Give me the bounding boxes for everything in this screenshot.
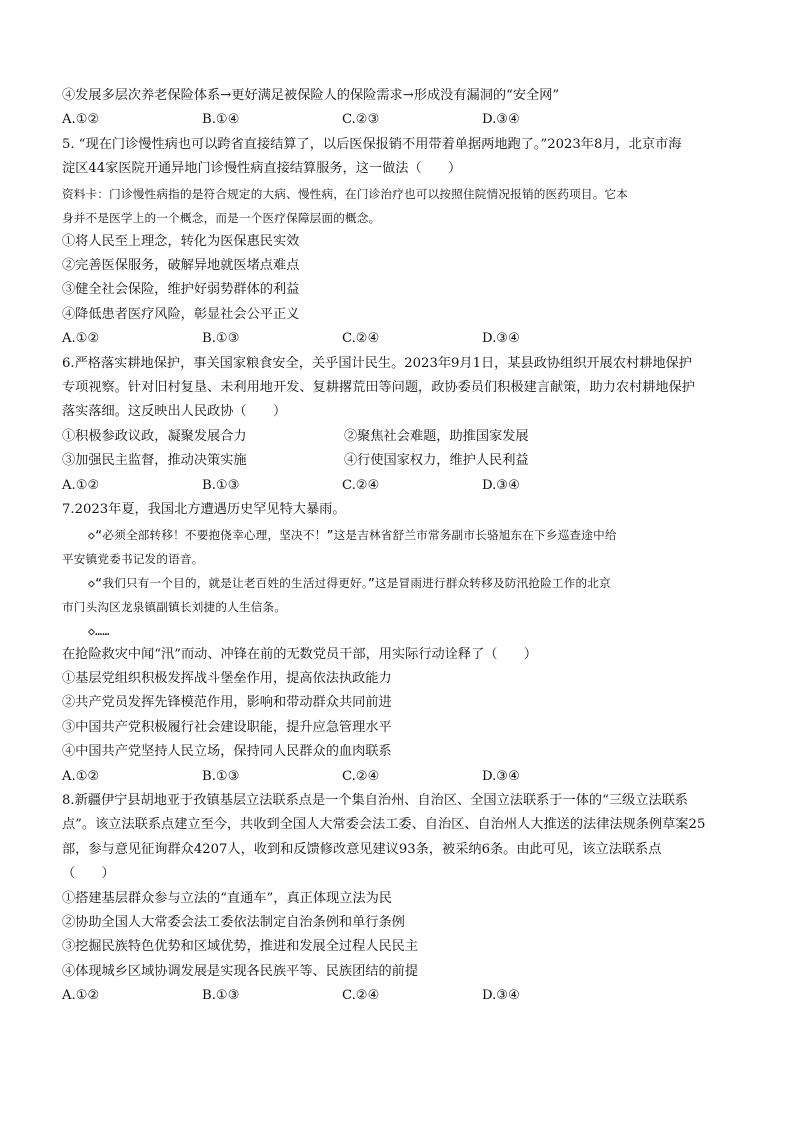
- q6-options: [62, 474, 734, 498]
- option-d[interactable]: D.③④: [482, 768, 520, 784]
- q8-item-2: ②协助全国人大常委会法工委依法制定自治条例和单行条例: [62, 914, 405, 930]
- option-d[interactable]: D.③④: [482, 331, 520, 347]
- q4-options: [62, 108, 734, 132]
- q7-options: [62, 765, 734, 789]
- q5-options: [62, 327, 734, 351]
- option-a[interactable]: A.①②: [62, 988, 100, 1004]
- q8-options: [62, 984, 734, 1008]
- q5-item-2: ②完善医保服务，破解异地就医堵点难点: [62, 258, 300, 274]
- q7-quote-2-line-2: 市门头沟区龙泉镇副镇长刘捷的人生信条。: [62, 599, 287, 614]
- q7-item-2: ②共产党员发挥先锋模范作用，影响和带动群众共同前进: [62, 695, 392, 711]
- q8-stem-line-2: 点”。该立法联系点建立至今，共收到全国人大常委会法工委、自治区、自治州人大推送的法律法规条例草案25: [62, 817, 706, 833]
- option-c[interactable]: C.②④: [342, 477, 380, 493]
- q5-material-line-1: 资料卡：门诊慢性病指的是符合规定的大病、慢性病，在门诊治疗也可以按照住院情况报销的医药项目。它本: [62, 186, 629, 201]
- q7-item-1: ①基层党组织积极发挥战斗堡垒作用，提高依法执政能力: [62, 670, 392, 686]
- q6-items-row-1: [62, 425, 734, 449]
- q7-item-4: ④中国共产党坚持人民立场，保持同人民群众的血肉联系: [62, 744, 392, 760]
- q5-item-3: ③健全社会保险，维护好弱势群体的利益: [62, 282, 300, 298]
- option-a[interactable]: A.①②: [62, 112, 100, 128]
- q6-item-1: ①积极参政议政，凝聚发展合力: [62, 428, 247, 444]
- option-a[interactable]: A.①②: [62, 331, 100, 347]
- q6-items-row-2: [62, 449, 734, 473]
- q8-stem-line-4: （ ）: [62, 866, 115, 882]
- q6-item-4: ④行使国家权力，维护人民利益: [344, 453, 529, 469]
- option-d[interactable]: D.③④: [482, 988, 520, 1004]
- exam-page: [62, 84, 734, 1009]
- option-c[interactable]: C.②④: [342, 331, 380, 347]
- option-b[interactable]: B.①③: [202, 331, 240, 347]
- q6-stem-line-2: 专项视察。针对旧村复垦、未利用地开发、复耕撂荒田等问题，政协委员们积极建言献策，助力农村耕地保护: [62, 380, 695, 396]
- q7-stem: 7.2023年夏，我国北方遭遇历史罕见特大暴雨。: [62, 502, 346, 518]
- q7-quote-1-line-2: 平安镇党委书记发的语音。: [62, 551, 204, 566]
- option-a[interactable]: A.①②: [62, 768, 100, 784]
- q7-item-3: ③中国共产党积极履行社会建设职能，提升应急管理水平: [62, 719, 392, 735]
- option-c[interactable]: C.②④: [342, 768, 380, 784]
- option-b[interactable]: B.①③: [202, 988, 240, 1004]
- q5-stem-line-2: 淀区44家医院开通异地门诊慢性病直接结算服务，这一做法（ ）: [62, 161, 462, 177]
- q6-item-2: ②聚焦社会难题，助推国家发展: [344, 428, 529, 444]
- option-b[interactable]: B.①④: [202, 112, 240, 128]
- option-c[interactable]: C.②④: [342, 988, 380, 1004]
- q5-item-4: ④降低患者医疗风险，彰显社会公平正义: [62, 306, 300, 322]
- option-b[interactable]: B.①③: [202, 768, 240, 784]
- q4-item-4: ④发展多层次养老保险体系→更好满足被保险人的保险需求→形成没有漏洞的“安全网”: [62, 88, 560, 103]
- q7-quote-1-line-1: ◇“必须全部转移！不要抱侥幸心理，坚决不！”这是吉林省舒兰市常务副市长骆旭东在下乡巡查途中给: [88, 527, 617, 542]
- option-b[interactable]: B.①③: [202, 477, 240, 493]
- q7-quote-2-line-1: ◇“我们只有一个目的，就是让老百姓的生活过得更好。”这是冒雨进行群众转移及防汛抢险工作的北京: [88, 575, 611, 590]
- q7-question: 在抢险救灾中闻“汛”而动、冲锋在前的无数党员干部，用实际行动诠释了（ ）: [62, 646, 538, 662]
- q8-stem-line-3: 部，参与意见征询群众4207人，收到和反馈修改意见建议93条，被采纳6条。由此可见，该立法联系点: [62, 841, 662, 857]
- q5-item-1: ①将人民至上理念，转化为医保惠民实效: [62, 233, 300, 249]
- option-a[interactable]: A.①②: [62, 477, 100, 493]
- q5-stem-line-1: 5. “现在门诊慢性病也可以跨省直接结算了，以后医保报销不用带着单据两地跑了。”2023年8月，北京市海: [62, 136, 682, 152]
- q8-item-3: ③挖掘民族特色优势和区域优势，推进和发展全过程人民民主: [62, 939, 419, 955]
- q6-stem-line-3: 落实落细。这反映出人民政协（ ）: [62, 404, 287, 420]
- option-d[interactable]: D.③④: [482, 112, 520, 128]
- q6-item-3: ③加强民主监督，推动决策实施: [62, 453, 247, 469]
- q8-item-1: ①搭建基层群众参与立法的“直通车”，真正体现立法为民: [62, 890, 392, 906]
- q8-stem-line-1: 8.新疆伊宁县胡地亚于孜镇基层立法联系点是一个集自治州、自治区、全国立法联系于一体的“三级立法联系: [62, 792, 688, 808]
- option-c[interactable]: C.②③: [342, 112, 380, 128]
- q6-stem-line-1: 6.严格落实耕地保护，事关国家粮食安全，关乎国计民生。2023年9月1日，某县政协组织开展农村耕地保护: [62, 355, 692, 371]
- q8-item-4: ④体现城乡区域协调发展是实现各民族平等、民族团结的前提: [62, 963, 419, 979]
- option-d[interactable]: D.③④: [482, 477, 520, 493]
- q5-material-line-2: 身并不是医学上的一个概念，而是一个医疗保障层面的概念。: [62, 210, 381, 225]
- q7-ellipsis: ◇……: [88, 623, 110, 638]
